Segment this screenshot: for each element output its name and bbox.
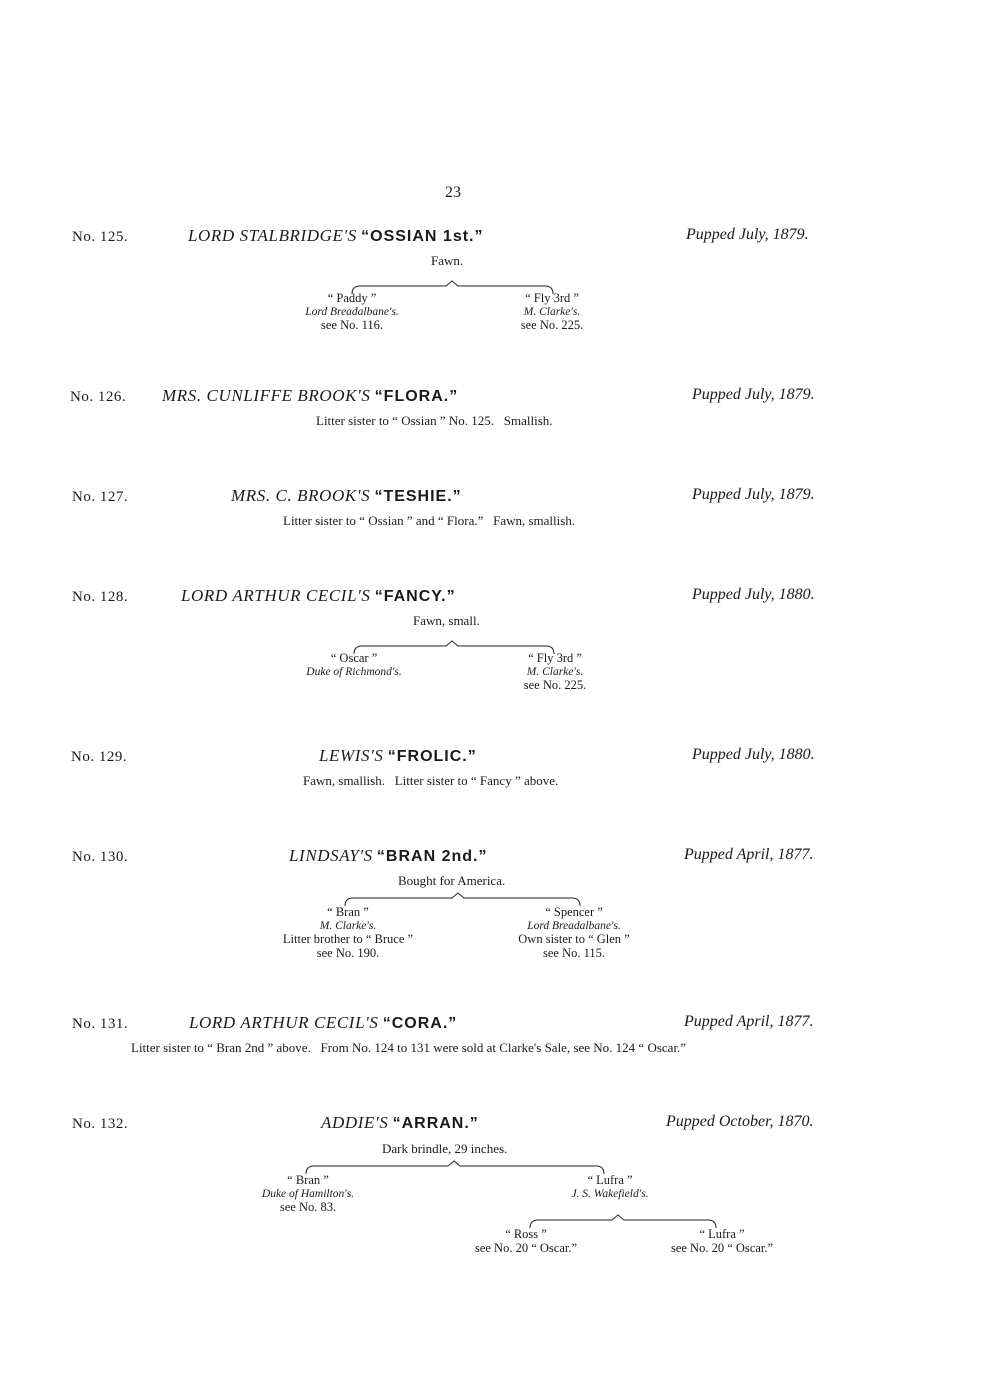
dam-kennel: J. S. Wakefield's. <box>571 1187 649 1200</box>
pupped-date: Pupped July, 1880. <box>692 746 815 763</box>
dog-name: “OSSIAN 1st.” <box>361 228 484 245</box>
dam <box>540 1174 680 1201</box>
sire-name: “ Bran ” <box>287 1173 329 1187</box>
pupped-date: Pupped July, 1879. <box>692 486 815 503</box>
dog-name: “FLORA.” <box>374 388 459 405</box>
entry-description: Litter sister to “ Ossian ” and “ Flora.” Fawn, smallish. <box>283 513 576 528</box>
dam-kennel: M. Clarke's. <box>526 665 584 678</box>
page-number: 23 <box>445 184 461 201</box>
dam-name: “ Lufra ” <box>587 1173 633 1187</box>
entry-title <box>162 386 458 406</box>
entry-title <box>321 1113 479 1133</box>
dam-note-ref: see No. 115. <box>542 945 606 960</box>
grand-dam-name: “ Lufra ” <box>699 1227 745 1241</box>
grand-sire <box>456 1228 596 1255</box>
dog-name: “CORA.” <box>382 1015 458 1032</box>
sire-name: “ Bran ” <box>327 905 369 919</box>
dam-note: see No. 225. <box>523 678 587 692</box>
dam-kennel: Lord Breadalbane's. <box>527 919 621 932</box>
entry-description: Fawn. <box>431 253 464 268</box>
owner-name: LORD ARTHUR CECIL'S <box>181 586 371 605</box>
dog-name: “FANCY.” <box>374 588 456 605</box>
sire <box>282 292 422 333</box>
grand-sire-note: see No. 20 “ Oscar.” <box>474 1240 578 1255</box>
sire-note-ref: see No. 190. <box>316 945 380 960</box>
sire <box>258 906 438 960</box>
pupped-date: Pupped April, 1877. <box>684 1013 814 1030</box>
entry-description: Litter sister to “ Ossian ” No. 125. Smallish. <box>316 413 553 428</box>
dog-name: “TESHIE.” <box>374 488 462 505</box>
grand-dam <box>652 1228 792 1255</box>
sire-kennel: Lord Breadalbane's. <box>305 305 399 318</box>
entry-number: No. 130. <box>72 849 129 865</box>
pupped-date: Pupped July, 1879. <box>686 226 809 243</box>
owner-name: LEWIS'S <box>319 746 384 765</box>
pupped-date: Pupped July, 1880. <box>692 586 815 603</box>
grand-dam-note: see No. 20 “ Oscar.” <box>670 1240 774 1255</box>
dam <box>470 652 640 693</box>
owner-name: MRS. CUNLIFFE BROOK'S <box>162 386 371 405</box>
entry-title <box>181 586 456 606</box>
dog-name: “BRAN 2nd.” <box>376 848 488 865</box>
sire-kennel: Duke of Richmond's. <box>306 665 402 678</box>
sire-name: “ Oscar ” <box>330 651 378 665</box>
dam-name: “ Fly 3rd ” <box>525 291 579 305</box>
entry-title <box>189 1013 457 1033</box>
sire-note: see No. 116. <box>320 318 384 332</box>
pupped-date: Pupped July, 1879. <box>692 386 815 403</box>
pupped-date: Pupped October, 1870. <box>666 1113 814 1130</box>
sire-kennel: Duke of Hamilton's. <box>261 1187 355 1200</box>
entry-number: No. 128. <box>72 589 129 605</box>
dam-name: “ Fly 3rd ” <box>528 651 582 665</box>
sire-kennel: M. Clarke's. <box>319 919 377 932</box>
dam-note: Own sister to “ Glen ” <box>518 932 630 946</box>
dam-name: “ Spencer ” <box>545 905 603 919</box>
entry-number: No. 125. <box>72 229 129 245</box>
sire-note: see No. 83. <box>279 1200 337 1214</box>
entry-description: Bought for America. <box>398 873 506 888</box>
sire <box>284 652 424 679</box>
entry-number: No. 132. <box>72 1116 129 1132</box>
dam-note: see No. 225. <box>520 318 584 332</box>
sire-name: “ Paddy ” <box>327 291 377 305</box>
entry-description: Dark brindle, 29 inches. <box>382 1141 508 1156</box>
owner-name: LORD ARTHUR CECIL'S <box>189 1013 379 1032</box>
entry-description: Fawn, small. <box>413 613 480 628</box>
entry-number: No. 126. <box>70 389 127 405</box>
owner-name: MRS. C. BROOK'S <box>231 486 371 505</box>
dam <box>482 292 622 333</box>
owner-name: LORD STALBRIDGE'S <box>188 226 357 245</box>
entry-title <box>319 746 477 766</box>
entry-title <box>231 486 462 506</box>
entry-number: No. 127. <box>72 489 129 505</box>
pupped-date: Pupped April, 1877. <box>684 846 814 863</box>
sire <box>238 1174 378 1215</box>
entry-number: No. 129. <box>71 749 128 765</box>
owner-name: LINDSAY'S <box>289 846 373 865</box>
entry-title <box>289 846 487 866</box>
owner-name: ADDIE'S <box>321 1113 389 1132</box>
entry-number: No. 131. <box>72 1016 129 1032</box>
entry-description: Litter sister to “ Bran 2nd ” above. From No. 124 to 131 were sold at Clarke's Sale, see No. 124 “ Oscar.” <box>131 1040 687 1055</box>
sire-note: Litter brother to “ Bruce ” <box>282 932 414 946</box>
grand-sire-name: “ Ross ” <box>505 1227 547 1241</box>
dam <box>484 906 664 960</box>
dog-name: “FROLIC.” <box>387 748 477 765</box>
entry-description: Fawn, smallish. Litter sister to “ Fancy ” above. <box>303 773 559 788</box>
dam-kennel: M. Clarke's. <box>523 305 581 318</box>
dog-name: “ARRAN.” <box>392 1115 479 1132</box>
